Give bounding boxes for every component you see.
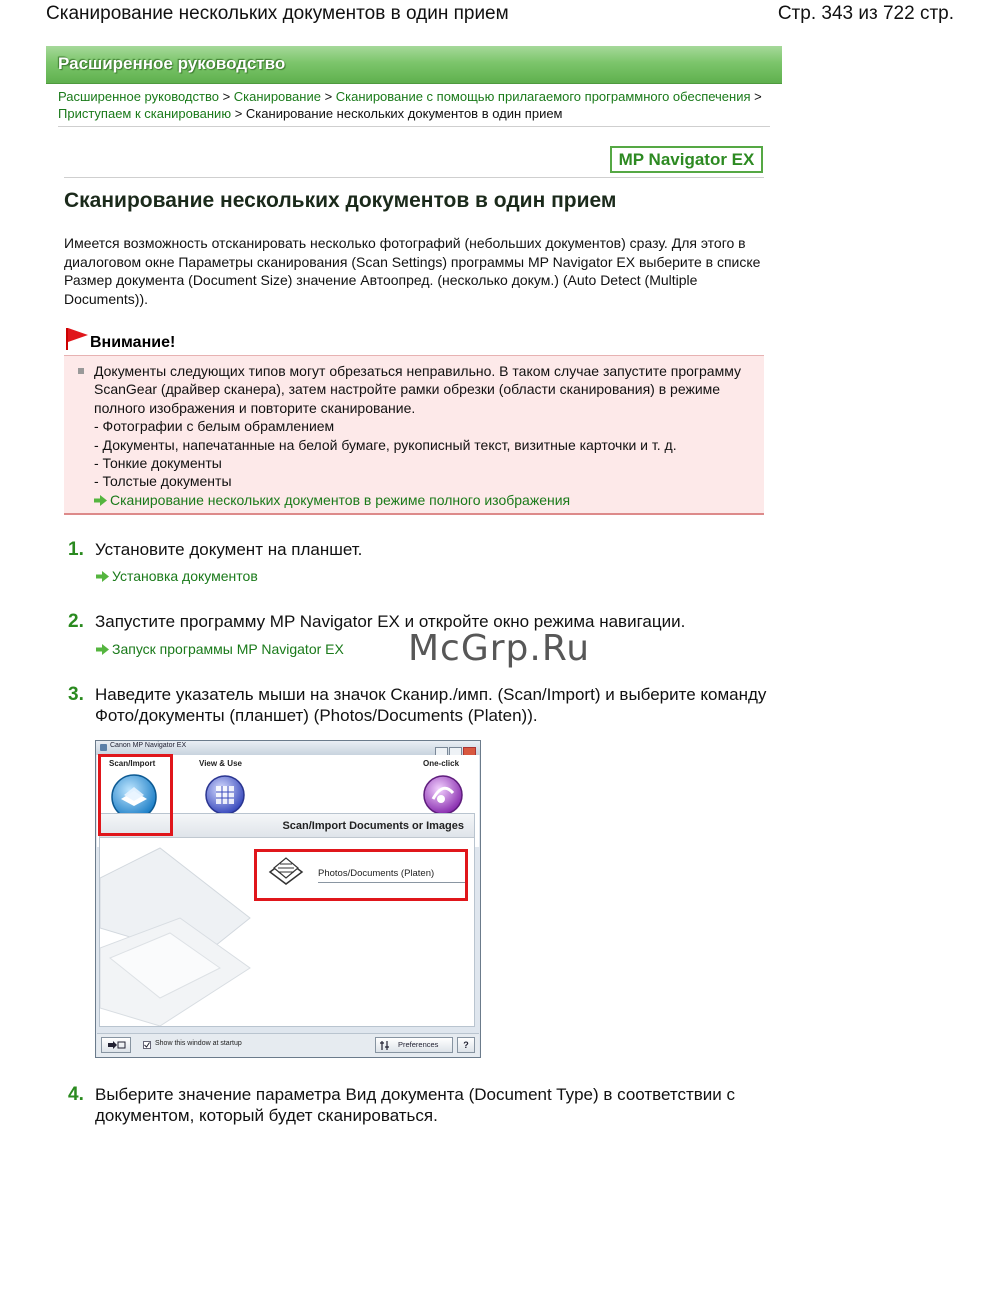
guide-banner bbox=[46, 46, 782, 84]
scan-import-highlight bbox=[98, 754, 173, 836]
breadcrumb-divider bbox=[58, 126, 770, 127]
attention-item: - Толстые документы bbox=[94, 473, 232, 490]
attention-item: - Фотографии с белым обрамлением bbox=[94, 418, 335, 435]
breadcrumb-separator: > bbox=[754, 89, 762, 104]
breadcrumb-link-bundled-software[interactable]: Сканирование с помощью прилагаемого программного обеспечения bbox=[335, 89, 751, 104]
preferences-button[interactable] bbox=[375, 1037, 453, 1053]
breadcrumb-link-advanced-guide[interactable]: Расширенное руководство bbox=[58, 89, 219, 104]
breadcrumb-separator: > bbox=[222, 89, 231, 104]
startup-checkbox[interactable] bbox=[143, 1041, 151, 1049]
preferences-icon bbox=[380, 1041, 390, 1050]
photos-documents-highlight bbox=[254, 849, 468, 901]
startup-checkbox-label: Show this window at startup bbox=[155, 1040, 242, 1047]
breadcrumb bbox=[58, 88, 770, 122]
page-header bbox=[0, 0, 1000, 30]
arrow-jump-icon bbox=[108, 1041, 126, 1049]
one-click-icon[interactable] bbox=[421, 773, 465, 817]
page-number: Стр. 343 из 722 стр. bbox=[777, 3, 954, 24]
placing-documents-link[interactable]: Установка документов bbox=[112, 568, 258, 584]
badge-divider bbox=[64, 177, 764, 178]
window-titlebar bbox=[96, 741, 480, 755]
attention-item: - Документы, напечатанные на белой бумаге, рукописный текст, визитные карточки и т. д. bbox=[94, 436, 677, 453]
step-text: Наведите указатель мыши на значок Сканир./имп. (Scan/Import) и выберите команду Фото/документы (планшет) (Photos/Documents (Platen)). bbox=[95, 685, 767, 725]
jump-menu-button[interactable] bbox=[101, 1037, 131, 1053]
breadcrumb-separator: > bbox=[234, 106, 243, 121]
attention-box bbox=[64, 355, 764, 515]
window-content bbox=[99, 813, 475, 1027]
window-controls bbox=[434, 743, 476, 753]
attention-link-row[interactable] bbox=[94, 491, 754, 509]
start-mp-navigator-link[interactable]: Запуск программы MP Navigator EX bbox=[112, 641, 344, 657]
step-2-link[interactable] bbox=[96, 641, 344, 657]
attention-title-text: Внимание! bbox=[90, 334, 176, 351]
step-text: Установите документ на планшет. bbox=[95, 540, 363, 559]
breadcrumb-link-getting-started[interactable]: Приступаем к сканированию bbox=[58, 106, 232, 121]
preferences-label: Preferences bbox=[398, 1040, 439, 1049]
breadcrumb-link-scanning[interactable]: Сканирование bbox=[233, 89, 321, 104]
tab-scan-import[interactable]: Scan/Import bbox=[109, 759, 156, 768]
help-button[interactable]: ? bbox=[457, 1037, 475, 1053]
page-title: Сканирование нескольких документов в один прием bbox=[46, 3, 509, 24]
bullet-icon bbox=[78, 368, 84, 374]
scanner-illustration-icon bbox=[100, 838, 280, 1026]
arrow-right-icon bbox=[94, 495, 107, 506]
step-number: 3. bbox=[68, 684, 84, 705]
attention-item: - Тонкие документы bbox=[94, 455, 222, 472]
full-image-mode-link[interactable]: Сканирование нескольких документов в режиме полного изображения bbox=[110, 491, 571, 508]
attention-text: Документы следующих типов могут обрезаться неправильно. В таком случае запустите программу ScanGear (драйвер сканера), затем настройте рамки обрезки (области сканирования) в режиме полного изображения и повторите сканирование. bbox=[94, 363, 741, 416]
step-text: Выберите значение параметра Вид документа (Document Type) в соответствии с документом, который будет сканироваться. bbox=[95, 1085, 735, 1125]
step-text: Запустите программу MP Navigator EX и откройте окно режима навигации. bbox=[95, 612, 686, 631]
step-1-link[interactable] bbox=[96, 568, 258, 584]
checkmark-icon bbox=[144, 1042, 150, 1048]
attention-body bbox=[94, 362, 754, 509]
tab-one-click[interactable]: One-click bbox=[423, 759, 460, 768]
mp-navigator-window bbox=[95, 740, 481, 1058]
breadcrumb-separator: > bbox=[324, 89, 333, 104]
arrow-right-icon bbox=[96, 571, 109, 582]
step-number: 2. bbox=[68, 611, 84, 632]
watermark: McGrp.Ru bbox=[408, 628, 591, 669]
app-icon bbox=[99, 743, 108, 752]
view-use-icon[interactable] bbox=[203, 773, 247, 817]
tab-view-use[interactable]: View & Use bbox=[199, 759, 242, 768]
window-title: Canon MP Navigator EX bbox=[110, 742, 187, 749]
step-number: 4. bbox=[68, 1084, 84, 1105]
step-number: 1. bbox=[68, 539, 84, 560]
guide-banner-label: Расширенное руководство bbox=[58, 54, 286, 73]
window-footer bbox=[97, 1033, 479, 1057]
red-flag-icon bbox=[64, 326, 90, 352]
arrow-right-icon bbox=[96, 644, 109, 655]
photos-documents-menu-item[interactable]: Photos/Documents (Platen) bbox=[318, 868, 435, 879]
app-badge: MP Navigator EX bbox=[610, 146, 763, 173]
main-heading: Сканирование нескольких документов в один прием bbox=[64, 189, 617, 212]
intro-paragraph: Имеется возможность отсканировать несколько фотографий (небольших документов) сразу. Для этого в диалоговом окне Параметры сканирования (Scan Settings) программы MP Navigator EX выберите в списке Размер документа (Document Size) значение Автоопред. (несколько докум.) (Auto Detect (Multiple Documents)). bbox=[64, 235, 761, 307]
breadcrumb-current: Сканирование нескольких документов в один прием bbox=[245, 106, 563, 121]
content-title: Scan/Import Documents or Images bbox=[282, 820, 464, 832]
